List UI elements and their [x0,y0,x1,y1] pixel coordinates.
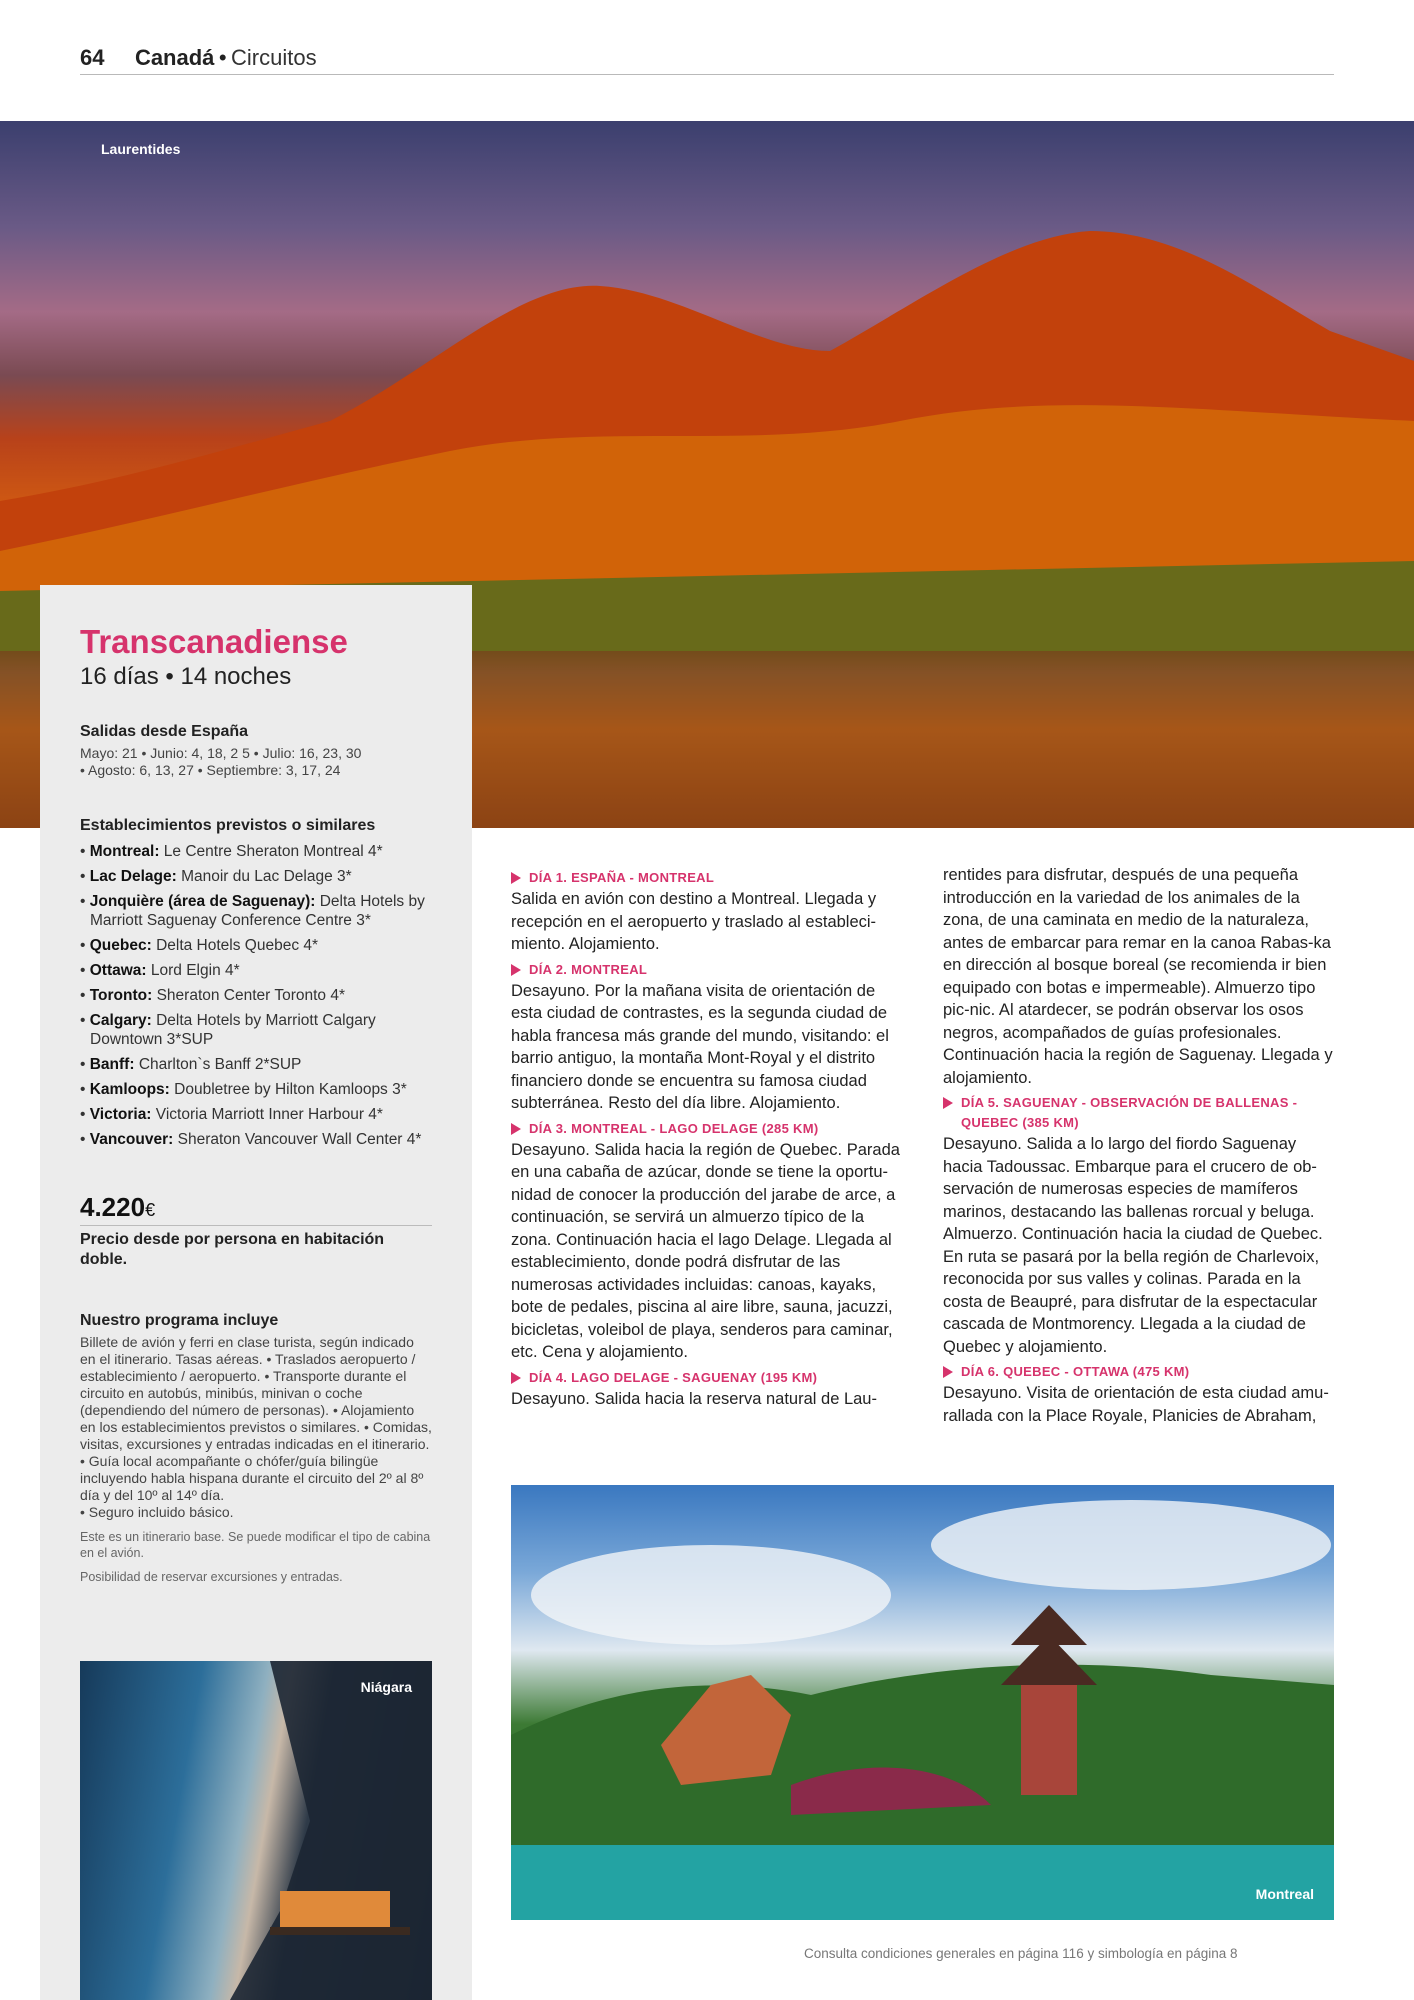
hotel-item: • Victoria: Victoria Marriott Inner Harbour 4* [80,1106,383,1123]
itinerary-note: Este es un itinerario base. Se puede modificar el tipo de cabina en el avión. [80,1530,431,1560]
section-name: Circuitos [231,45,317,70]
montreal-photo [511,1485,1334,1920]
day-4-title: DÍA 4. LAGO DELAGE - SAGUENAY (195 KM) [511,1368,903,1388]
hotel-item: • Ottawa: Lord Elgin 4* [80,962,240,979]
includes-insurance: • Seguro incluido básico. [80,1504,234,1520]
hotel-item: • Calgary: Delta Hotels by Marriott Calgary Downtown 3*SUP [80,1012,376,1048]
tour-duration: 16 días • 14 noches [80,663,292,690]
departures-dates-line2: • Agosto: 6, 13, 27 • Septiembre: 3, 17, 24 [80,762,341,778]
itinerary-column-2 [943,864,1335,1429]
price-value: 4.220 [80,1192,146,1222]
day-1-text: Salida en avión con destino a Montreal. Llegada y recepción en el aeropuerto y traslado al estableci-miento. Alojamiento. [511,890,877,953]
departures-heading: Salidas desde España [80,723,249,740]
country-name: Canadá [134,45,215,70]
hotel-item: • Jonquière (área de Saguenay): Delta Hotels by Marriott Saguenay Conference Centre 3* [80,893,425,929]
hotels-list [80,842,440,1155]
day-4-text-continued: rentides para disfrutar, después de una pequeña introducción en la variedad de los animales de la zona, de una caminata en medio de la naturaleza, antes de embarcar para remar en la canoa Rabas-ka en dirección al bosque boreal (se recomienda ir bien equipado con botas e impermeable). Almuerzo tipo pic-nic. Al atardecer, se podrán observar los osos negros, acompañados de guías profesionales. Continuación hacia la región de Saguenay. Llegada y alojamiento. [943,866,1333,1087]
hotel-item: • Vancouver: Sheraton Vancouver Wall Center 4* [80,1131,422,1148]
day-6-title: DÍA 6. QUEBEC - OTTAWA (475 KM) [943,1362,1335,1382]
day-2-text: Desayuno. Por la mañana visita de orientación de esta ciudad de contrastes, es la segunda ciudad de habla francesa más grande del mundo, visitando: el barrio antiguo, la montaña Mont-Royal y el distrito financiero donde se encuentra su famosa ciudad subterránea. Resto del día libre. Alojamiento. [511,981,889,1112]
day-marker-icon [943,1097,953,1109]
header-bullet: • [218,45,227,70]
niagara-photo [80,1661,432,2000]
day-1-title: DÍA 1. ESPAÑA - MONTREAL [511,868,903,888]
day-6-text: Desayuno. Visita de orientación de esta ciudad amu-rallada con la Place Royale, Planicies de Abraham, [943,1384,1329,1425]
departures-block [80,723,440,779]
hotel-item: • Montreal: Le Centre Sheraton Montreal 4* [80,843,383,860]
day-3-text: Desayuno. Salida hacia la región de Quebec. Parada en una cabaña de azúcar, donde se tiene la oportu-nidad de conocer la producción del jarabe de arce, a continuación, se servirá un almuerzo típico de la zona. Continuación hacia el lago Delage. Llegada al establecimiento, donde podrá disfrutar de las numerosas actividades incluidas: canoas, kayaks, bote de pedales, piscina al aire libre, sauna, jacuzzi, bicicletas, voleibol de playa, senderos para caminar, etc. Cena y alojamiento. [511,1140,900,1361]
day-4-text: Desayuno. Salida hacia la reserva natural de Lau- [511,1389,877,1408]
price-block [80,1192,432,1226]
montreal-caption: Montreal [1255,1886,1314,1902]
hotel-item: • Banff: Charlton`s Banff 2*SUP [80,1056,302,1073]
tour-title: Transcanadiense [80,623,348,660]
hero-caption: Laurentides [101,141,181,157]
day-2-title: DÍA 2. MONTREAL [511,960,903,980]
page-number: 64 [80,45,105,70]
hotel-item: • Toronto: Sheraton Center Toronto 4* [80,987,346,1004]
day-5-text: Desayuno. Salida a lo largo del fiordo Saguenay hacia Tadoussac. Embarque para el crucero de ob-servación de numerosas especies de mamíferos marinos, destacando las ballenas rorcual y beluga. Almuerzo. Continuación hacia la ciudad de Quebec. En ruta se pasará por la bella región de Charlevoix, reconocida por sus valles y colinas. Parada en la costa de Beaupré, para disfrutar de la espectacular cascada de Montmorency. Llegada a la ciudad de Quebec y alojamiento. [943,1135,1323,1356]
hotel-item: • Kamloops: Doubletree by Hilton Kamloops 3* [80,1081,407,1098]
price-note: Precio desde por persona en habitación doble. [80,1231,385,1268]
hotel-item: • Quebec: Delta Hotels Quebec 4* [80,937,319,954]
booking-note: Posibilidad de reservar excursiones y entradas. [80,1570,343,1584]
day-marker-icon [511,1123,521,1135]
footer-note: Consulta condiciones generales en página 116 y simbología en página 8 [804,1946,1238,1961]
day-marker-icon [511,872,521,884]
hotel-item: • Lac Delage: Manoir du Lac Delage 3* [80,868,352,885]
departures-dates-line1: Mayo: 21 • Junio: 4, 18, 2 5 • Julio: 16, 23, 30 [80,745,362,761]
niagara-caption: Niágara [360,1679,412,1695]
itinerary-column-1 [511,864,903,1412]
hotels-heading: Establecimientos previstos o similares [80,817,376,834]
page-header [80,44,1334,75]
includes-block [80,1312,432,1585]
day-marker-icon [511,964,521,976]
day-3-title: DÍA 3. MONTREAL - LAGO DELAGE (285 KM) [511,1119,903,1139]
day-marker-icon [511,1372,521,1384]
includes-text: Billete de avión y ferri en clase turista, según indicado en el itinerario. Tasas aéreas. • Traslados aeropuerto / establecimiento / aeropuerto. • Transporte durante el circuito en autobús, minibús, minivan o coche (dependiendo del número de personas). • Alojamiento en los establecimientos previstos o similares. • Comidas, visitas, excursiones y entradas indicadas en el itinerario. • Guía local acompañante o chófer/guía bilingüe incluyendo habla hispana durante el circuito del 2º al 8º día y del 10º al 14º día. [80,1334,432,1503]
day-5-title: DÍA 5. SAGUENAY - OBSERVACIÓN DE BALLENAS - QUEBEC (385 KM) [943,1093,1335,1133]
day-marker-icon [943,1366,953,1378]
tour-info-sidebar [40,585,472,2000]
price-currency: € [145,1200,156,1220]
includes-heading: Nuestro programa incluye [80,1312,279,1329]
